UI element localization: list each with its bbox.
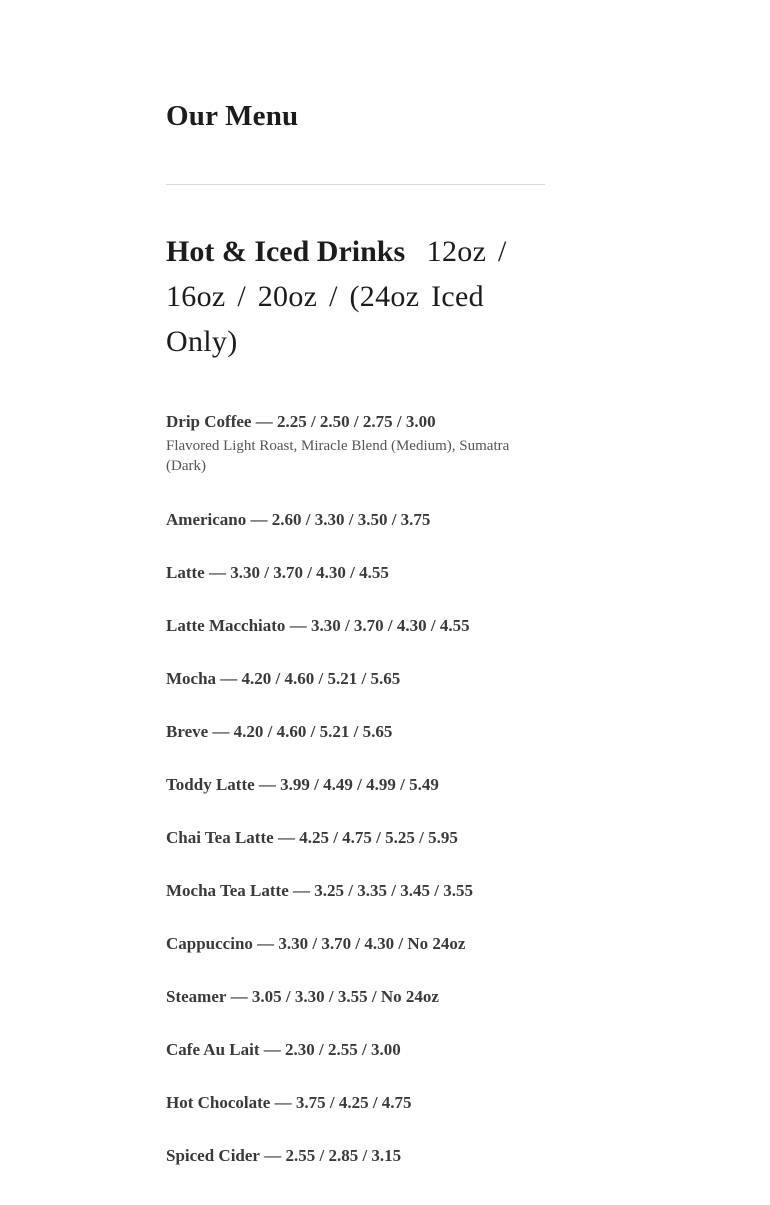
menu-item-prices: 3.99 / 4.49 / 4.99 / 5.49 [280, 775, 439, 794]
menu-item-prices: 4.20 / 4.60 / 5.21 / 5.65 [233, 722, 393, 741]
menu-item-line [166, 718, 546, 746]
menu-item-name: Toddy Latte [166, 775, 255, 794]
menu-item [166, 877, 546, 930]
menu-item [166, 1089, 546, 1142]
menu-item-prices: 3.30 / 3.70 / 4.30 / No 24oz [278, 934, 466, 953]
menu-item-line [166, 408, 546, 436]
menu-item-separator: — [220, 669, 238, 688]
menu-item-line [166, 1142, 546, 1170]
section-name: Hot & Iced Drinks [166, 235, 406, 268]
menu-item-name: Steamer [166, 987, 227, 1006]
menu-item-separator: — [263, 1040, 281, 1059]
menu-item-line [166, 771, 546, 799]
menu-item-separator: — [293, 881, 311, 900]
menu-item-prices: 3.30 / 3.70 / 4.30 / 4.55 [310, 616, 470, 635]
menu-item-name: Hot Chocolate [166, 1093, 271, 1112]
menu-item-line [166, 1089, 546, 1117]
menu-item-separator: — [274, 1093, 292, 1112]
menu-item-line [166, 612, 546, 640]
menu-item [166, 559, 546, 612]
menu-item-name: Cappuccino [166, 934, 253, 953]
menu-item-separator: — [250, 510, 268, 529]
menu-item [166, 665, 546, 718]
menu-item [166, 1142, 546, 1195]
menu-item-line [166, 559, 546, 587]
menu-item-name: Mocha [166, 669, 217, 688]
menu-item [166, 718, 546, 771]
menu-item [166, 612, 546, 665]
menu-item-prices: 3.25 / 3.35 / 3.45 / 3.55 [314, 881, 473, 900]
section-title [166, 229, 546, 364]
divider [166, 184, 545, 185]
menu-item-separator: — [258, 775, 276, 794]
menu-item-line [166, 506, 546, 534]
menu-item-line [166, 1036, 546, 1064]
menu-item-name: Mocha Tea Latte [166, 881, 289, 900]
menu-item-name: Americano [166, 510, 247, 529]
menu-item-separator: — [208, 563, 226, 582]
menu-item [166, 506, 546, 559]
page-title: Our Menu [166, 100, 299, 132]
menu-item-prices: 2.30 / 2.55 / 3.00 [285, 1040, 401, 1059]
menu-item-prices: 3.05 / 3.30 / 3.55 / No 24oz [251, 987, 439, 1006]
menu-item-name: Cafe Au Lait [166, 1040, 260, 1059]
menu-item-line [166, 930, 546, 958]
menu-items-list [166, 408, 546, 1195]
menu-item-prices: 3.30 / 3.70 / 4.30 / 4.55 [230, 563, 389, 582]
menu-item [166, 1036, 546, 1089]
section-sizes: 12oz / 16oz / 20oz / (24oz Iced Only) [166, 235, 507, 358]
menu-item-separator: — [257, 934, 275, 953]
menu-item-name: Spiced Cider [166, 1146, 260, 1165]
menu-item-separator: — [264, 1146, 282, 1165]
menu-item-name: Drip Coffee [166, 412, 252, 431]
menu-item-line [166, 983, 546, 1011]
menu-item-name: Chai Tea Latte [166, 828, 274, 847]
menu-item-name: Latte Macchiato [166, 616, 286, 635]
menu-item [166, 824, 546, 877]
menu-item [166, 408, 546, 506]
menu-item-separator: — [289, 616, 307, 635]
menu-item-line [166, 824, 546, 852]
menu-item-line [166, 665, 546, 693]
menu-item-prices: 2.25 / 2.50 / 2.75 / 3.00 [276, 412, 436, 431]
menu-item-description: Flavored Light Roast, Miracle Blend (Medium), Sumatra (Dark) [166, 438, 510, 474]
menu-item-prices: 4.20 / 4.60 / 5.21 / 5.65 [241, 669, 401, 688]
menu-item-separator: — [277, 828, 295, 847]
menu-item-name: Latte [166, 563, 205, 582]
menu-item-line [166, 877, 546, 905]
menu-item [166, 983, 546, 1036]
menu-item-separator: — [230, 987, 248, 1006]
menu-item-separator: — [255, 412, 273, 431]
menu-item [166, 930, 546, 983]
menu-item-prices: 2.55 / 2.85 / 3.15 [285, 1146, 402, 1165]
menu-item [166, 771, 546, 824]
menu-item-name: Breve [166, 722, 209, 741]
menu-item-prices: 4.25 / 4.75 / 5.25 / 5.95 [299, 828, 458, 847]
menu-item-separator: — [212, 722, 230, 741]
menu-item-prices: 3.75 / 4.25 / 4.75 [295, 1093, 412, 1112]
menu-item-prices: 2.60 / 3.30 / 3.50 / 3.75 [271, 510, 431, 529]
